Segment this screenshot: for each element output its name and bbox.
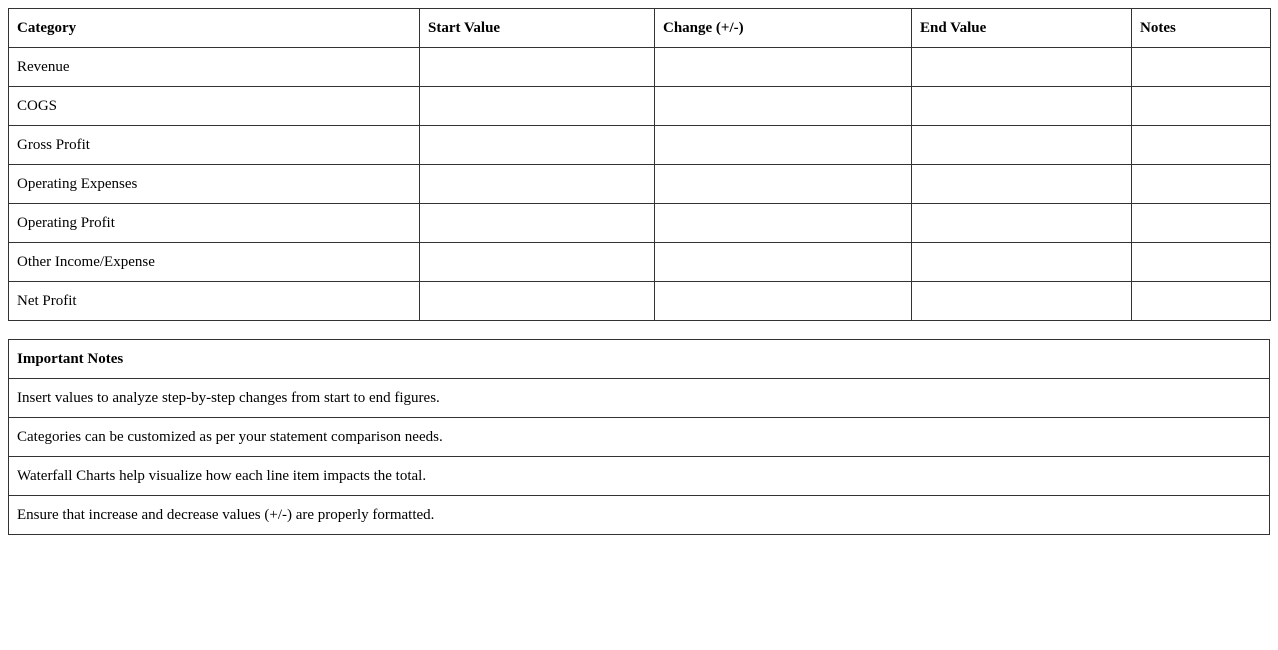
note-text: Waterfall Charts help visualize how each line item impacts the total.: [9, 457, 1270, 496]
table-spacer: [8, 321, 1270, 339]
end-value-cell[interactable]: [912, 204, 1132, 243]
category-cell: Operating Expenses: [9, 165, 420, 204]
list-item: [9, 379, 1270, 418]
financial-summary-table: [8, 8, 1271, 321]
end-value-cell[interactable]: [912, 165, 1132, 204]
start-value-cell[interactable]: [420, 243, 655, 282]
note-text: Insert values to analyze step-by-step changes from start to end figures.: [9, 379, 1270, 418]
header-start-value: Start Value: [420, 9, 655, 48]
start-value-cell[interactable]: [420, 87, 655, 126]
note-text: Categories can be customized as per your statement comparison needs.: [9, 418, 1270, 457]
change-cell[interactable]: [655, 243, 912, 282]
change-cell[interactable]: [655, 204, 912, 243]
category-cell: Operating Profit: [9, 204, 420, 243]
notes-cell[interactable]: [1132, 126, 1271, 165]
change-cell[interactable]: [655, 87, 912, 126]
table-header-row: [9, 9, 1271, 48]
category-cell: Other Income/Expense: [9, 243, 420, 282]
table-row: [9, 204, 1271, 243]
change-cell[interactable]: [655, 126, 912, 165]
start-value-cell[interactable]: [420, 165, 655, 204]
end-value-cell[interactable]: [912, 126, 1132, 165]
notes-header-row: [9, 340, 1270, 379]
end-value-cell[interactable]: [912, 48, 1132, 87]
header-change: Change (+/-): [655, 9, 912, 48]
notes-cell[interactable]: [1132, 48, 1271, 87]
document-body: [8, 8, 1270, 535]
category-cell: Revenue: [9, 48, 420, 87]
notes-cell[interactable]: [1132, 165, 1271, 204]
notes-title: Important Notes: [9, 340, 1270, 379]
change-cell[interactable]: [655, 48, 912, 87]
list-item: [9, 457, 1270, 496]
category-cell: COGS: [9, 87, 420, 126]
list-item: [9, 496, 1270, 535]
change-cell[interactable]: [655, 165, 912, 204]
table-row: [9, 87, 1271, 126]
end-value-cell[interactable]: [912, 87, 1132, 126]
notes-cell[interactable]: [1132, 282, 1271, 321]
end-value-cell[interactable]: [912, 282, 1132, 321]
category-cell: Gross Profit: [9, 126, 420, 165]
table-row: [9, 282, 1271, 321]
important-notes-table: [8, 339, 1270, 535]
start-value-cell[interactable]: [420, 204, 655, 243]
header-notes: Notes: [1132, 9, 1271, 48]
table-row: [9, 243, 1271, 282]
list-item: [9, 418, 1270, 457]
start-value-cell[interactable]: [420, 282, 655, 321]
notes-cell[interactable]: [1132, 243, 1271, 282]
notes-cell[interactable]: [1132, 87, 1271, 126]
table-row: [9, 48, 1271, 87]
start-value-cell[interactable]: [420, 48, 655, 87]
header-category: Category: [9, 9, 420, 48]
table-row: [9, 165, 1271, 204]
change-cell[interactable]: [655, 282, 912, 321]
start-value-cell[interactable]: [420, 126, 655, 165]
notes-cell[interactable]: [1132, 204, 1271, 243]
table-row: [9, 126, 1271, 165]
note-text: Ensure that increase and decrease values (+/-) are properly formatted.: [9, 496, 1270, 535]
header-end-value: End Value: [912, 9, 1132, 48]
category-cell: Net Profit: [9, 282, 420, 321]
end-value-cell[interactable]: [912, 243, 1132, 282]
